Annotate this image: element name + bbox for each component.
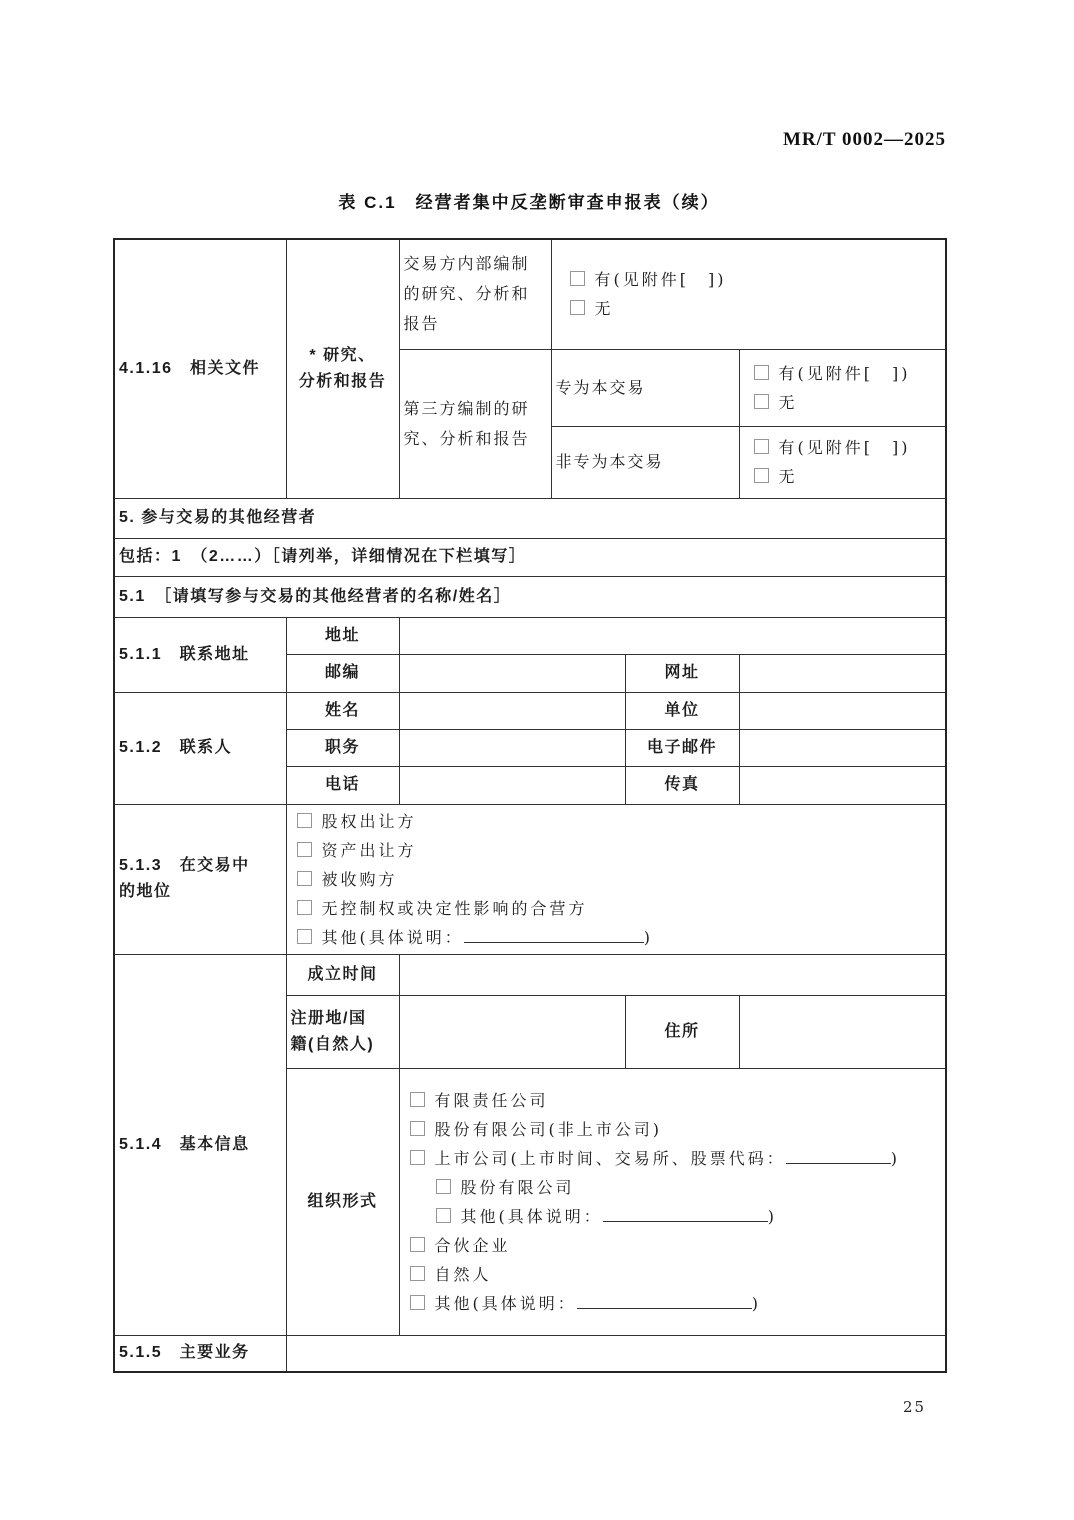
text-line: 的研究、分析和 [403,284,530,304]
table-row [114,498,946,538]
checkbox-label: 股权出让方 [321,811,417,831]
cell-text: 电子邮件 [646,738,717,756]
cell-text: 包括：1 （2……）［请列举，详细情况在下栏填写］ [119,548,527,565]
checkbox-icon[interactable] [410,1237,425,1252]
checkbox-label: 股份有限公司 [460,1177,575,1197]
label-fax [625,766,739,804]
fill-in-blank[interactable] [786,1149,891,1164]
checks-organization-form [399,1068,946,1335]
checkbox-label: 其他(具体说明： [321,927,464,947]
checkbox-group [754,433,942,491]
cell-text: 姓名 [324,701,360,719]
label-email [625,729,739,766]
checkbox-none [570,294,942,323]
label-5-1-1 [114,617,286,692]
checkbox-icon[interactable] [410,1092,425,1107]
cell-text: 电话 [324,776,360,793]
table-row [114,1335,946,1372]
label-5-1-2 [114,692,286,804]
table-row [114,692,946,729]
label-research-analysis-reports [286,239,399,498]
checkbox-icon[interactable] [754,365,769,380]
checkbox-asset-transferor [297,836,942,865]
checkbox-other-listed [410,1202,942,1231]
checkbox-group [570,265,942,323]
checkbox-icon[interactable] [436,1208,451,1223]
checkbox-label: 其他(具体说明： [434,1293,577,1313]
label-establish-date [286,954,399,995]
cell-text: 5.1.5 主要业务 [119,1344,250,1362]
label-5-1-3 [114,804,286,954]
checkbox-label: 无 [778,392,798,412]
label-5-1-5 [114,1335,286,1372]
page-number: 25 [903,1398,927,1416]
cell-text: 5.1.4 基本信息 [119,1135,250,1153]
cell-text: 5. 参与交易的其他经营者 [119,509,317,526]
checkbox-icon[interactable] [754,468,769,483]
field-residence[interactable] [739,995,946,1068]
checkbox-label-suffix: ) [643,927,651,947]
label-registration-place [286,995,399,1068]
text-line: * 研究、 [309,346,376,364]
checkbox-icon[interactable] [410,1121,425,1136]
section-5-1-title [114,576,946,617]
checkbox-icon[interactable] [754,439,769,454]
text-line: 交易方内部编制 [403,254,530,274]
text-line: 第三方编制的研 [403,398,530,418]
cell-text: 5.1.1 联系地址 [119,645,250,663]
checkbox-label: 无 [594,299,614,319]
table-row [114,804,946,954]
cell-text: 非专为本交易 [555,452,664,471]
cell-text: 单位 [664,701,700,719]
checkbox-label: 上市公司(上市时间、交易所、股票代码： [434,1148,786,1168]
checkbox-label: 无 [778,467,798,486]
cell-text: 住所 [664,1022,700,1040]
checkbox-other-form [410,1289,942,1318]
cell-text: 地址 [324,626,360,644]
checkbox-icon[interactable] [297,871,312,886]
checkbox-jsc [410,1173,942,1202]
text-line: 究、分析和报告 [403,428,530,448]
table-row [114,576,946,617]
checks-for-this-transaction [739,349,946,426]
label-thirdparty-reports [399,349,551,498]
checkbox-label: 无控制权或决定性影响的合营方 [321,898,588,918]
label-name [286,692,399,729]
checkbox-label-suffix: ) [751,1293,759,1313]
fill-in-blank[interactable] [577,1294,752,1309]
cell-text: 组织形式 [307,1192,378,1210]
checkbox-label: 股份有限公司(非上市公司) [434,1119,662,1139]
text-line: 籍(自然人) [290,1035,375,1053]
checkbox-listed-company [410,1144,942,1173]
form-table-body [114,239,946,1372]
checkbox-other-position [297,923,942,952]
checkbox-natural-person [410,1260,942,1289]
fill-in-blank[interactable] [464,928,644,943]
checkbox-has-attachment [570,265,942,294]
text-line: 的地位 [119,883,172,900]
table-row [114,617,946,654]
label-4-1-16 [114,239,286,498]
text-line: 5.1.3 在交易中 [119,857,250,874]
field-unit[interactable] [739,692,946,729]
checkbox-group [754,359,942,417]
checkbox-label: 自然人 [434,1264,492,1284]
checkbox-has-attachment [754,359,942,388]
table-row [114,538,946,576]
cell-text: 邮编 [324,664,360,681]
section-5-title [114,498,946,538]
checkbox-acquired-party [297,865,942,894]
label-for-this-transaction [551,349,739,426]
cell-text: 5.1.2 联系人 [119,739,233,756]
checkbox-group [297,807,942,952]
form-table [113,238,947,1373]
cell-text: 传真 [664,776,700,793]
label-not-for-this-transaction [551,426,739,498]
checkbox-icon[interactable] [754,394,769,409]
checkbox-jsc-unlisted [410,1115,942,1144]
checkbox-label-suffix: ) [767,1206,775,1226]
label-phone [286,766,399,804]
label-unit [625,692,739,729]
text-line: 分析和报告 [298,372,387,390]
field-website[interactable] [739,654,946,692]
checkbox-llc [410,1086,942,1115]
field-phone[interactable] [399,766,625,804]
checkbox-label: 资产出让方 [321,840,417,860]
table-caption: 表 C.1 经营者集中反垄断审查申报表（续） [338,193,720,212]
field-establish-date[interactable] [399,954,946,995]
field-name[interactable] [399,692,625,729]
checkbox-label: 其他(具体说明： [460,1206,603,1226]
label-internal-reports [399,239,551,349]
checkbox-label: 有(见附件[ ]) [594,270,727,290]
checks-transaction-position [286,804,946,954]
field-registration-place[interactable] [399,995,625,1068]
checkbox-icon[interactable] [410,1295,425,1310]
label-postcode [286,654,399,692]
checkbox-label-suffix: ) [890,1148,898,1168]
checkbox-icon[interactable] [410,1150,425,1165]
checkbox-icon[interactable] [297,842,312,857]
label-residence [625,995,739,1068]
cell-text: 网址 [664,664,700,681]
label-address [286,617,399,654]
label-position [286,729,399,766]
checkbox-has-attachment [754,433,942,462]
checkbox-partnership [410,1231,942,1260]
checkbox-none [754,388,942,417]
fill-in-blank[interactable] [603,1207,768,1222]
row-include-note [114,538,946,576]
text-line: 报告 [403,314,440,334]
checkbox-label: 有限责任公司 [434,1090,549,1110]
checkbox-icon[interactable] [570,271,585,286]
standard-code: MR/T 0002—2025 [782,129,946,150]
cell-text: 专为本交易 [555,377,646,397]
cell-text: 职务 [324,738,360,756]
checkbox-group [410,1086,942,1318]
checkbox-icon[interactable] [436,1179,451,1194]
checkbox-jv-without-control [297,894,942,923]
checks-internal-reports [551,239,946,349]
checkbox-label: 有(见附件[ ]) [778,438,911,457]
checkbox-none [754,462,942,491]
checkbox-icon[interactable] [297,929,312,944]
table-row [114,239,946,349]
field-postcode[interactable] [399,654,625,692]
text-line: 注册地/国 [290,1009,367,1027]
checkbox-label: 合伙企业 [434,1235,511,1255]
field-email[interactable] [739,729,946,766]
cell-text: 4.1.16 相关文件 [119,359,260,377]
checkbox-icon[interactable] [570,300,585,315]
checks-not-for-this-transaction [739,426,946,498]
label-website [625,654,739,692]
table-row [114,954,946,995]
field-position[interactable] [399,729,625,766]
checkbox-equity-transferor [297,807,942,836]
checkbox-icon[interactable] [297,900,312,915]
cell-text: 成立时间 [307,965,378,983]
checkbox-label: 有(见附件[ ]) [778,363,911,383]
field-address[interactable] [399,617,946,654]
checkbox-label: 被收购方 [321,869,398,889]
label-5-1-4 [114,954,286,1335]
checkbox-icon[interactable] [297,813,312,828]
label-organization-form [286,1068,399,1335]
cell-text: 5.1 ［请填写参与交易的其他经营者的名称/姓名］ [119,587,512,605]
field-main-business[interactable] [286,1335,946,1372]
field-fax[interactable] [739,766,946,804]
checkbox-icon[interactable] [410,1266,425,1281]
